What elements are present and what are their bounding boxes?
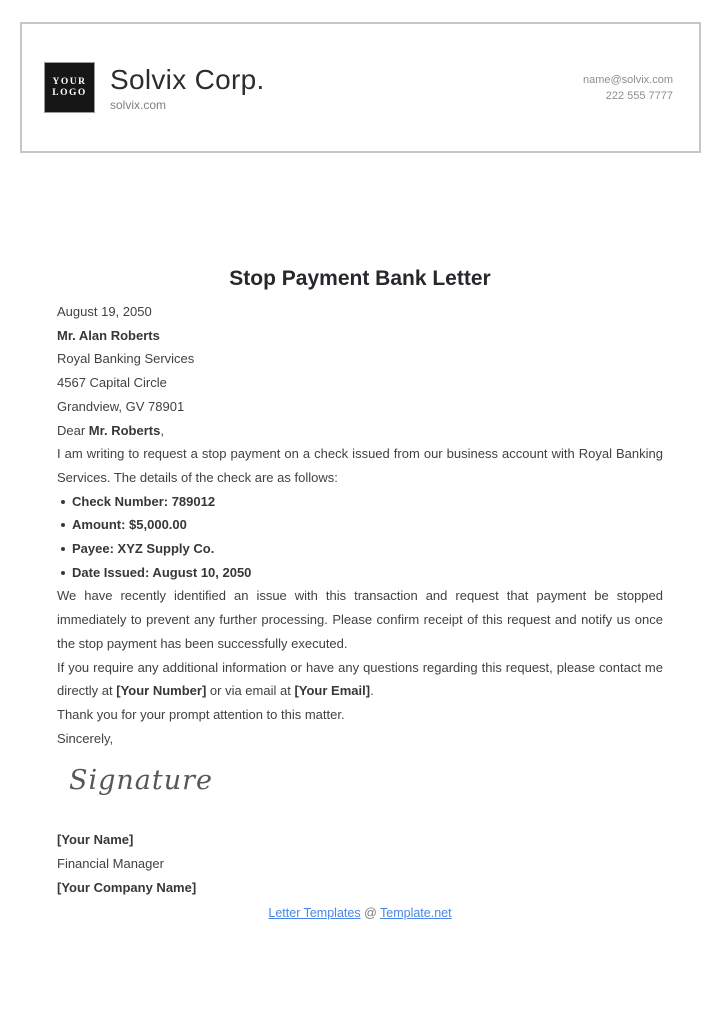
- check-details-list: [57, 490, 663, 585]
- salutation-name: Mr. Roberts: [88, 422, 161, 438]
- footer-attribution: [57, 906, 663, 920]
- list-item-date-issued: Date Issued: August 10, 2050: [57, 561, 663, 585]
- paragraph-thanks: Thank you for your prompt attention to this matter.: [57, 706, 345, 722]
- closing: Sincerely,: [57, 730, 114, 746]
- paragraph-request: We have recently identified an issue with this transaction and request that payment be stopped immediately to prevent any further processing. Please confirm receipt of this request and notify us once the stop payment has been successfully executed.: [57, 588, 663, 651]
- recipient-name: Mr. Alan Roberts: [57, 327, 160, 343]
- template-net-link[interactable]: Template.net: [380, 906, 452, 921]
- contact-email: name@solvix.com: [582, 73, 673, 86]
- sender-company: [Your Company Name]: [57, 879, 197, 895]
- paragraph-contact-text3: .: [370, 683, 374, 699]
- sender-title: Financial Manager: [57, 856, 164, 872]
- paragraph-contact: [57, 656, 663, 703]
- logo-text-line2: LOGO: [52, 87, 87, 98]
- signoff-block: [57, 828, 663, 899]
- letter-date: August 19, 2050: [57, 304, 152, 319]
- list-item-check-number: Check Number: 789012: [57, 490, 663, 514]
- recipient-address-line1: 4567 Capital Circle: [57, 375, 167, 391]
- recipient-address-line2: Grandview, GV 78901: [57, 398, 185, 414]
- company-website: solvix.com: [110, 97, 167, 112]
- your-number-placeholder: [Your Number]: [116, 683, 207, 699]
- salutation: [57, 419, 663, 443]
- letter-body: [57, 153, 663, 920]
- contact-phone: 222 555 7777: [605, 89, 673, 102]
- list-item-amount: Amount: $5,000.00: [57, 513, 663, 537]
- footer-separator: @: [364, 906, 377, 921]
- list-item-payee: Payee: XYZ Supply Co.: [57, 537, 663, 561]
- company-name: Solvix Corp.: [110, 63, 265, 95]
- company-logo: [44, 62, 95, 113]
- sender-name: [Your Name]: [57, 832, 134, 848]
- recipient-company: Royal Banking Services: [57, 351, 195, 367]
- salutation-prefix: Dear: [57, 422, 89, 438]
- letterhead: [20, 22, 701, 153]
- salutation-suffix: ,: [160, 422, 164, 438]
- signature-image: Signature: [69, 765, 214, 797]
- letter-templates-link[interactable]: Letter Templates: [268, 906, 361, 921]
- paragraph-contact-text2: or via email at: [206, 683, 295, 699]
- company-block: [110, 64, 265, 112]
- letter-content: [57, 300, 663, 750]
- paragraph-intro: I am writing to request a stop payment on a check issued from our business account with Royal Banking Services. The details of the check are as follows:: [57, 446, 663, 485]
- logo-text-line1: YOUR: [52, 76, 87, 87]
- letter-title: Stop Payment Bank Letter: [229, 267, 491, 290]
- your-email-placeholder: [Your Email]: [294, 683, 371, 699]
- paragraph-contact-text1: If you require any additional information or have any questions regarding this request, please contact me directly at: [57, 659, 663, 699]
- contact-block: [583, 72, 673, 104]
